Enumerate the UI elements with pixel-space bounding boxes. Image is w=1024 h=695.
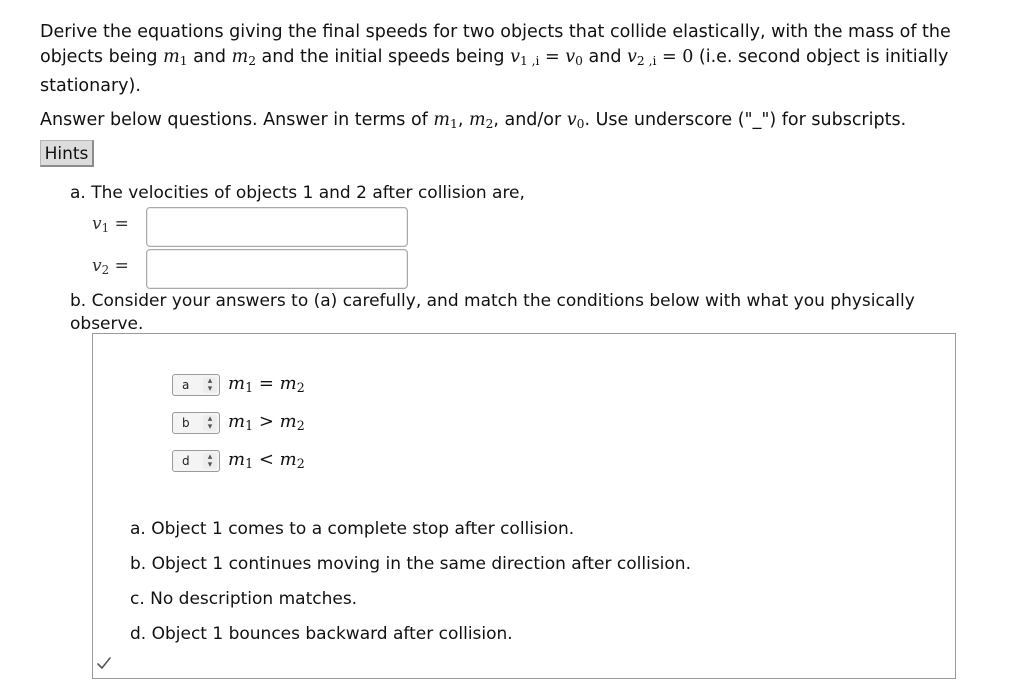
math-v1i: $v_{1 ,i}$ <box>510 47 540 69</box>
problem-text-1: Derive the equations giving the final speeds for two objects that collide elastically, with the mass of the objects being <box>40 22 951 67</box>
condition-2-select[interactable]: b ▴ ▾ <box>172 412 220 434</box>
option-d: d. Object 1 bounces backward after collision. <box>130 624 513 644</box>
problem-statement: Derive the equations giving the final speeds for two objects that collide elastically, with the mass of the objects being $m_1$ and $m_2$ and the initial speeds being $v_{1 ,i} = v_0$ and $v_{2 ,i} = 0$ (i.e. second object is initially stationary). <box>40 22 951 97</box>
instructions: Answer below questions. Answer in terms of $m_1$, $m_2$, and/or $v_0$. Use underscore ("_") for subscripts. <box>40 110 907 132</box>
condition-1-expression: $m_1 = m_2$ <box>228 373 305 396</box>
v2-answer-input[interactable] <box>146 249 408 289</box>
condition-3-select[interactable]: d ▴ ▾ <box>172 450 220 472</box>
math-v0: $v_0$ <box>566 110 585 132</box>
part-a-label: a. The velocities of objects 1 and 2 after collision are, <box>70 183 525 203</box>
option-c: c. No description matches. <box>130 589 358 609</box>
check-icon <box>96 655 112 671</box>
select-chevron-icon: ▴ ▾ <box>203 415 217 431</box>
option-b: b. Object 1 continues moving in the same direction after collision. <box>130 554 691 574</box>
condition-1-select[interactable]: a ▴ ▾ <box>172 374 220 396</box>
math-m1: $m_1$ <box>163 47 188 69</box>
hints-button[interactable]: Hints <box>40 140 94 167</box>
option-a: a. Object 1 comes to a complete stop after collision. <box>130 519 575 539</box>
select-chevron-icon: ▴ ▾ <box>203 453 217 469</box>
math-v0: $v_0$ <box>565 47 583 69</box>
math-m1: $m_1$ <box>433 110 458 132</box>
select-chevron-icon: ▴ ▾ <box>203 377 217 393</box>
v1-answer-input[interactable] <box>146 207 408 247</box>
math-v2i: $v_{2 ,i}$ <box>627 47 657 69</box>
v2-label: $v_2$ = <box>92 256 129 277</box>
condition-2-expression: $m_1 > m_2$ <box>228 411 305 434</box>
v1-label: $v_1$ = <box>92 214 129 235</box>
math-m2: $m_2$ <box>231 47 256 69</box>
part-b-label: b. Consider your answers to (a) carefully, and match the conditions below with what you physically observe. <box>70 291 915 334</box>
math-m2: $m_2$ <box>468 110 494 132</box>
condition-3-expression: $m_1 < m_2$ <box>228 449 305 472</box>
